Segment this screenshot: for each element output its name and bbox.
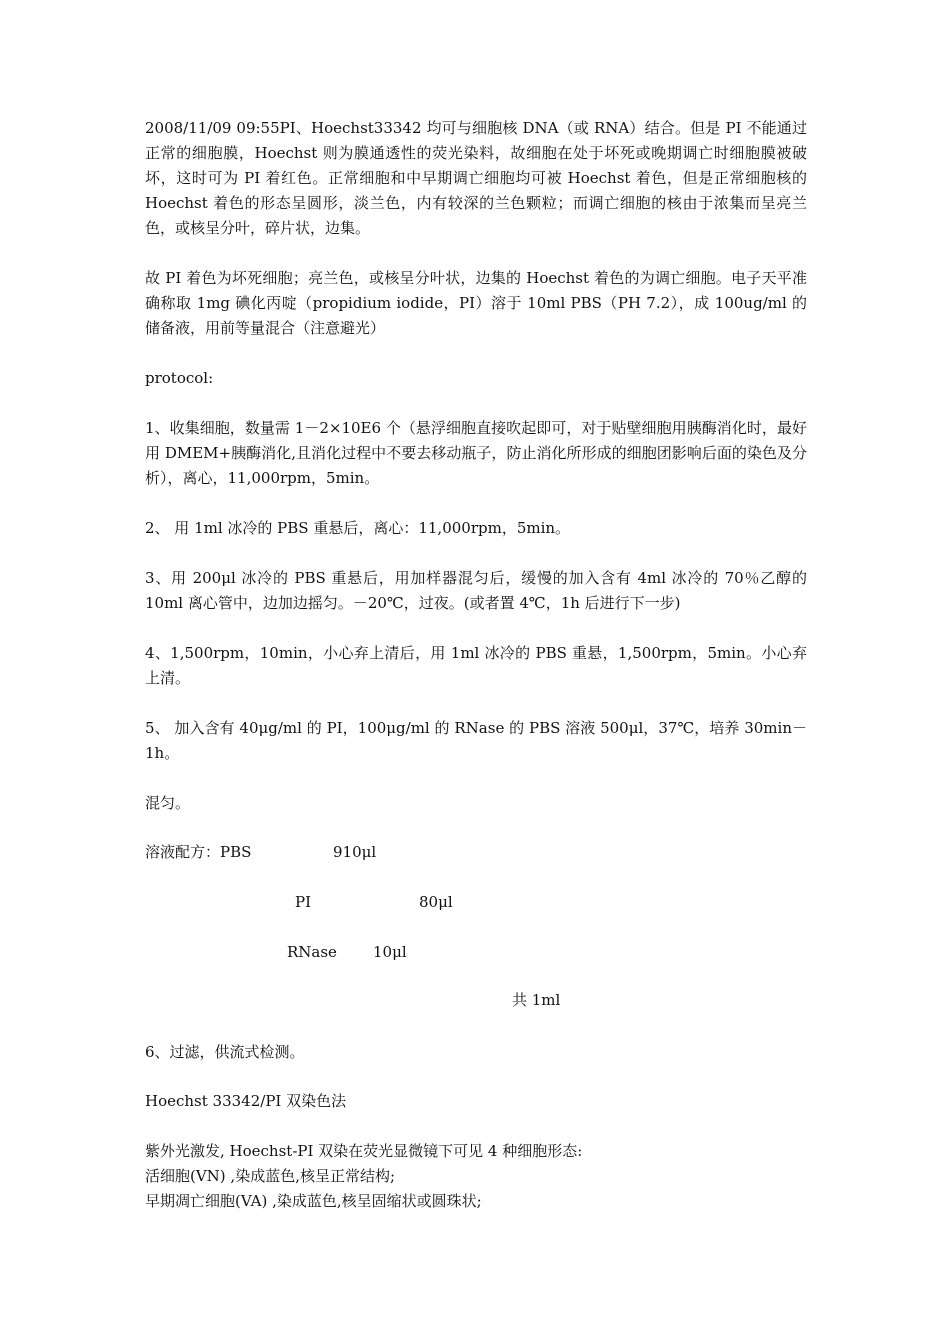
protocol-step-4: 4、1,500rpm，10min，小心弃上清后，用 1ml 冰冷的 PBS 重悬，1,500rpm，5min。小心弃上清。 bbox=[145, 644, 807, 687]
recipe-rnase-name: RNase bbox=[287, 943, 337, 961]
pi-staining-paragraph: 故 PI 着色为坏死细胞；亮兰色，或核呈分叶状，边集的 Hoechst 着色的为调亡细胞。电子天平准确称取 1mg 碘化丙啶（propidium iodide，PI）溶于 10ml PBS（PH 7.2），成 100ug/ml 的储备液，用前等量混合（注意避光） bbox=[145, 269, 807, 337]
protocol-step-3: 3、用 200μl 冰冷的 PBS 重悬后，用加样器混匀后，缓慢的加入含有 4ml 冰冷的 70％乙醇的 10ml 离心管中，边加边摇匀。－20℃，过夜。(或者置 4℃，1h 后进行下一步) bbox=[145, 569, 807, 612]
live-cell-line: 活细胞(VN) ,染成蓝色,核呈正常结构; bbox=[145, 1167, 396, 1185]
protocol-step-1: 1、收集细胞，数量需 1－2×10E6 个（悬浮细胞直接吹起即可，对于贴壁细胞用胰酶消化时，最好用 DMEM+胰酶消化,且消化过程中不要去移动瓶子，防止消化所形成的细胞团影响后面的染色及分析），离心，11,000rpm，5min。 bbox=[145, 419, 807, 487]
protocol-step-6: 6、过滤，供流式检测。 bbox=[145, 1043, 305, 1061]
section-title: Hoechst 33342/PI 双染色法 bbox=[145, 1092, 347, 1110]
recipe-total: 共 1ml bbox=[512, 991, 561, 1009]
early-apoptotic-line: 早期凋亡细胞(VA) ,染成蓝色,核呈固缩状或圆珠状; bbox=[145, 1192, 482, 1210]
uv-excitation-line: 紫外光激发, Hoechst-PI 双染在荧光显微镜下可见 4 种细胞形态: bbox=[145, 1142, 583, 1160]
recipe-pbs-amount: 910μl bbox=[333, 843, 377, 861]
mix-note: 混匀。 bbox=[145, 794, 191, 812]
intro-paragraph: 2008/11/09 09:55PI、Hoechst33342 均可与细胞核 DNA（或 RNA）结合。但是 PI 不能通过正常的细胞膜，Hoechst 则为膜通透性的荧光染料，故细胞在处于坏死或晚期调亡时细胞膜被破坏，这时可为 PI 着红色。正常细胞和中早期调亡细胞均可被 Hoechst 着色，但是正常细胞核的 Hoechst 着色的形态呈圆形，淡兰色，内有较深的兰色颗粒；而调亡细胞的核由于浓集而呈亮兰色，或核呈分叶，碎片状，边集。 bbox=[145, 119, 807, 237]
recipe-rnase-amount: 10μl bbox=[373, 943, 407, 961]
protocol-step-5: 5、 加入含有 40μg/ml 的 PI，100μg/ml 的 RNase 的 PBS 溶液 500μl，37℃，培养 30min－1h。 bbox=[145, 719, 807, 762]
protocol-label: protocol: bbox=[145, 369, 214, 387]
recipe-pi-name: PI bbox=[295, 893, 312, 911]
recipe-pi-amount: 80μl bbox=[419, 893, 453, 911]
protocol-step-2: 2、 用 1ml 冰冷的 PBS 重悬后，离心：11,000rpm，5min。 bbox=[145, 519, 571, 537]
recipe-label: 溶液配方：PBS bbox=[145, 843, 252, 861]
